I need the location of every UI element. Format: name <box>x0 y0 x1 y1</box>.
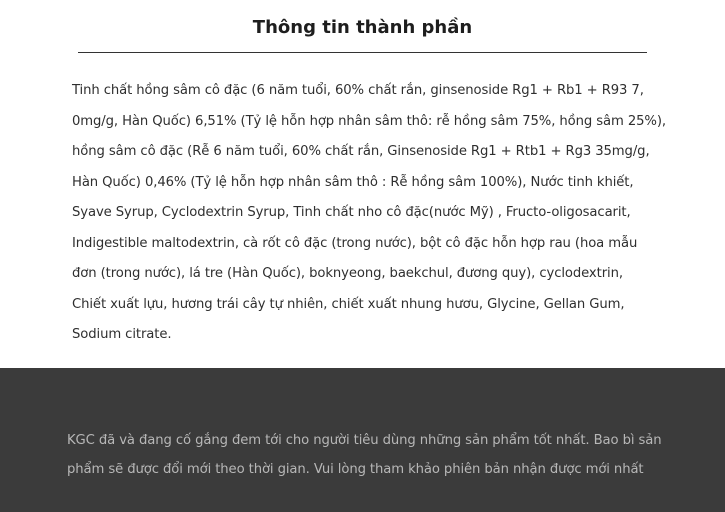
ingredients-line: hồng sâm cô đặc (Rễ 6 năm tuổi, 60% chất rắn, Ginsenoside Rg1 + Rtb1 + Rg3 35mg/g, <box>72 144 650 159</box>
ingredients-line: Syave Syrup, Cyclodextrin Syrup, Tinh chất nho cô đặc(nước Mỹ) , Fructo-oligosacarit, <box>72 205 631 220</box>
ingredients-title: Thông tin thành phần <box>252 17 473 38</box>
ingredients-line: Chiết xuất lựu, hương trái cây tự nhiên, chiết xuất nhung hươu, Glycine, Gellan Gum, <box>72 296 625 312</box>
footer-line: KGC đã và đang cố gắng đem tới cho người tiêu dùng những sản phẩm tốt nhất. Bao bì sản <box>67 433 662 448</box>
ingredients-line: đơn (trong nước), lá tre (Hàn Quốc), boknyeong, baekchul, đương quy), cyclodextrin, <box>72 266 623 281</box>
ingredients-line: 0mg/g, Hàn Quốc) 6,51% (Tỷ lệ hỗn hợp nhân sâm thô: rễ hồng sâm 75%, hồng sâm 25%), <box>72 113 666 129</box>
ingredients-line: Tinh chất hồng sâm cô đặc (6 năm tuổi, 60% chất rắn, ginsenoside Rg1 + Rb1 + R93 7, <box>72 83 644 98</box>
footer-line: phẩm sẽ được đổi mới theo thời gian. Vui lòng tham khảo phiên bản nhận được mới nhất <box>67 462 644 477</box>
footer-notice <box>0 368 725 512</box>
ingredients-line: Indigestible maltodextrin, cà rốt cô đặc (trong nước), bột cô đặc hỗn hợp rau (hoa mẫu <box>72 235 638 251</box>
title-divider <box>78 52 647 53</box>
packaging-notice-text <box>67 426 697 484</box>
ingredients-line: Sodium citrate. <box>72 327 172 342</box>
ingredients-line: Hàn Quốc) 0,46% (Tỷ lệ hỗn hợp nhân sâm thô : Rễ hồng sâm 100%), Nước tinh khiết, <box>72 174 634 190</box>
ingredients-text <box>72 76 707 351</box>
